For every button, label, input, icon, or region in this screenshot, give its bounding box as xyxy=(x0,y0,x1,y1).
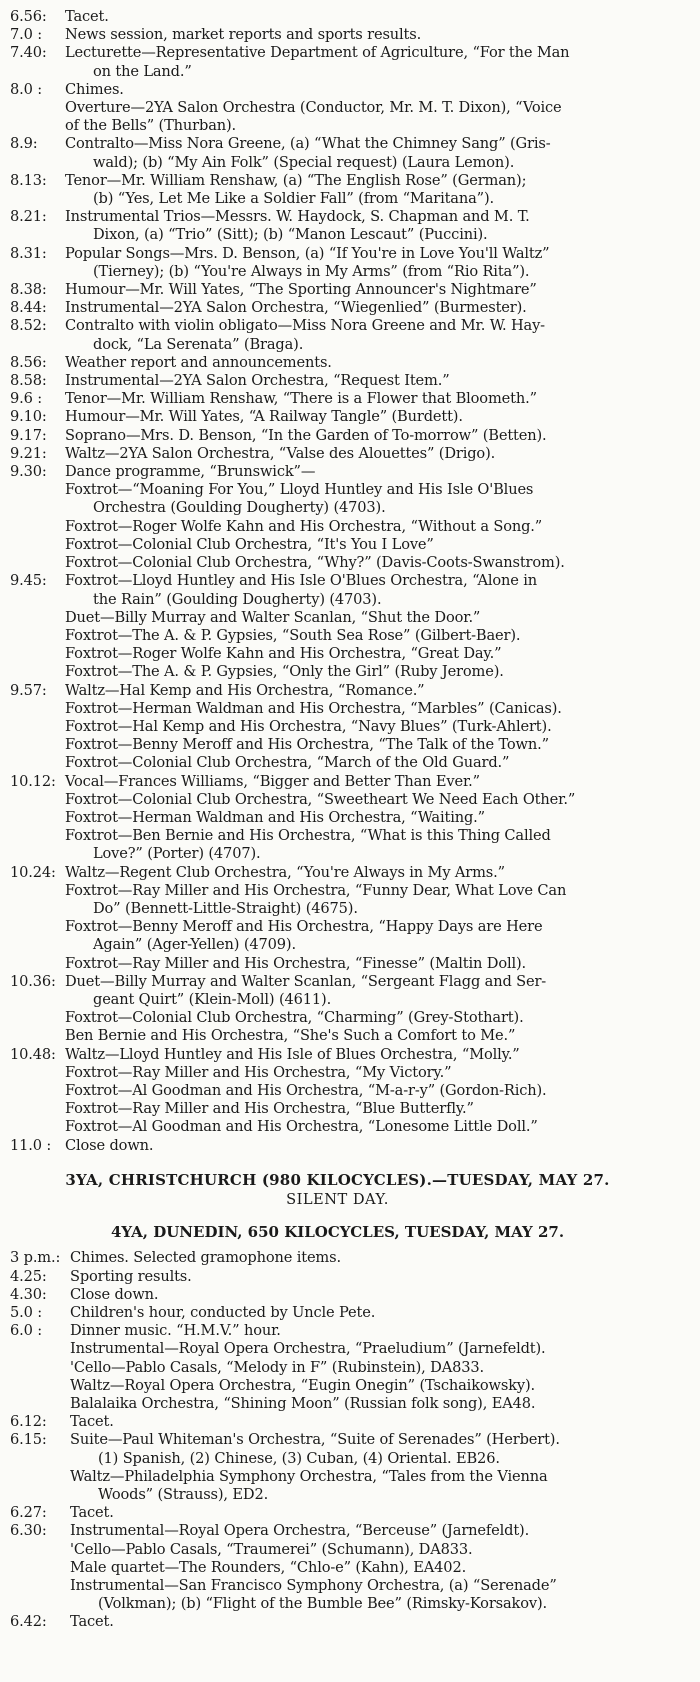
entry-time: 9.57: xyxy=(10,681,47,699)
programme-entry xyxy=(10,1137,665,1155)
entry-time: 8.31: xyxy=(10,244,47,262)
entry-sub-line: Foxtrot—Herman Waldman and His Orchestra, “Waiting.” xyxy=(65,808,485,826)
dunedin-heading: 4YA, DUNEDIN, 650 KILOCYCLES, TUESDAY, MAY 27. xyxy=(110,1223,565,1242)
entry-sub-line: Foxtrot—Colonial Club Orchestra, “Why?” (Davis-Coots-Swanstrom). xyxy=(65,554,565,572)
entry-line: Waltz—Hal Kemp and His Orchestra, “Romance.” xyxy=(65,681,425,699)
programme-entry xyxy=(10,1268,665,1286)
entry-sub-line: Foxtrot—Hal Kemp and His Orchestra, “Navy Blues” (Turk-Ahlert). xyxy=(65,717,552,735)
entry-sub-line: Overture—2YA Salon Orchestra (Conductor, Mr. M. T. Dixon), “Voice xyxy=(65,99,562,117)
entry-line: on the Land.” xyxy=(93,62,192,80)
entry-line: (1) Spanish, (2) Chinese, (3) Cuban, (4) Oriental. EB26. xyxy=(98,1449,500,1467)
programme-entry xyxy=(10,427,665,445)
entry-sub-line: Duet—Billy Murray and Walter Scanlan, “Shut the Door.” xyxy=(65,608,481,626)
entry-time: 8.13: xyxy=(10,171,47,189)
entry-time: 6.30: xyxy=(10,1522,47,1540)
entry-sub-line: 'Cello—Pablo Casals, “Melody in F” (Rubinstein), DA833. xyxy=(70,1358,484,1376)
entry-sub-line: Again” (Ager-Yellen) (4709). xyxy=(93,936,296,954)
entry-time: 5.0 : xyxy=(10,1304,43,1322)
entry-line: Dance programme, “Brunswick”— xyxy=(65,463,316,481)
entry-line: Soprano—Mrs. D. Benson, “In the Garden of To-morrow” (Betten). xyxy=(65,426,547,444)
entry-line: Waltz—2YA Salon Orchestra, “Valse des Alouettes” (Drigo). xyxy=(65,444,496,462)
entry-time: 9.30: xyxy=(10,463,47,481)
programme-entry xyxy=(10,372,665,390)
entry-line: Chimes. xyxy=(65,80,124,98)
entry-time: 10.24: xyxy=(10,863,56,881)
entry-line: wald); (b) “My Ain Folk” (Special request) (Laura Lemon). xyxy=(93,153,515,171)
programme-entry xyxy=(10,44,665,80)
entry-line: Children's hour, conducted by Uncle Pete. xyxy=(70,1304,376,1322)
entry-line: Dixon, (a) “Trio” (Sitt); (b) “Manon Lescaut” (Puccini). xyxy=(93,226,488,244)
programme-entry xyxy=(10,1613,665,1631)
programme-entry xyxy=(10,208,665,244)
entry-line: Popular Songs—Mrs. D. Benson, (a) “If You're in Love You'll Waltz” xyxy=(65,244,550,262)
programme-entry xyxy=(10,135,665,171)
entry-sub-line: (Volkman); (b) “Flight of the Bumble Bee” (Rimsky-Korsakov). xyxy=(98,1595,547,1613)
entry-line: (Tierney); (b) “You're Always in My Arms” (from “Rio Rita”). xyxy=(93,262,530,280)
wellington-programme-list xyxy=(10,8,665,1155)
entry-time: 8.38: xyxy=(10,281,47,299)
entry-line: Instrumental—2YA Salon Orchestra, “Wiegenlied” (Burmester). xyxy=(65,299,527,317)
entry-time: 8.21: xyxy=(10,208,47,226)
entry-line: Dinner music. “H.M.V.” hour. xyxy=(70,1322,281,1340)
entry-sub-line: Woods” (Strauss), ED2. xyxy=(98,1486,269,1504)
entry-time: 8.52: xyxy=(10,317,47,335)
programme-entry xyxy=(10,572,665,681)
entry-time: 8.0 : xyxy=(10,80,43,98)
entry-sub-line: Foxtrot—Herman Waldman and His Orchestra, “Marbles” (Canicas). xyxy=(65,699,562,717)
entry-sub-line: Foxtrot—Colonial Club Orchestra, “Charming” (Grey-Stothart). xyxy=(65,1009,524,1027)
entry-sub-line: Instrumental—San Francisco Symphony Orchestra, (a) “Serenade” xyxy=(70,1577,557,1595)
programme-entry xyxy=(10,1413,665,1431)
entry-line: Tacet. xyxy=(70,1504,114,1522)
entry-sub-line: Foxtrot—Benny Meroff and His Orchestra, “The Talk of the Town.” xyxy=(65,736,549,754)
entry-sub-line: Foxtrot—“Moaning For You,” Lloyd Huntley and His Isle O'Blues xyxy=(65,481,534,499)
entry-sub-line: Foxtrot—Al Goodman and His Orchestra, “M-a-r-y” (Gordon-Rich). xyxy=(65,1081,547,1099)
entry-line: Instrumental—2YA Salon Orchestra, “Request Item.” xyxy=(65,372,450,390)
entry-sub-line: Foxtrot—Al Goodman and His Orchestra, “Lonesome Little Doll.” xyxy=(65,1118,538,1136)
entry-sub-line: Foxtrot—The A. & P. Gypsies, “South Sea Rose” (Gilbert-Baer). xyxy=(65,626,521,644)
entry-line: Suite—Paul Whiteman's Orchestra, “Suite of Serenades” (Herbert). xyxy=(70,1431,560,1449)
entry-time: 6.27: xyxy=(10,1504,47,1522)
programme-entry xyxy=(10,1322,665,1413)
programme-entry xyxy=(10,864,665,973)
entry-line: Tenor—Mr. William Renshaw, “There is a Flower that Bloometh.” xyxy=(65,390,537,408)
entry-sub-line: Foxtrot—The A. & P. Gypsies, “Only the Girl” (Ruby Jerome). xyxy=(65,663,504,681)
entry-sub-line: Orchestra (Goulding Dougherty) (4703). xyxy=(93,499,386,517)
entry-sub-line: Love?” (Porter) (4707). xyxy=(93,845,261,863)
entry-sub-line: Waltz—Royal Opera Orchestra, “Eugin Onegin” (Tschaikowsky). xyxy=(70,1376,536,1394)
entry-time: 9.45: xyxy=(10,572,47,590)
christchurch-heading: 3YA, CHRISTCHURCH (980 KILOCYCLES).—TUESDAY, MAY 27. xyxy=(65,1170,610,1189)
entry-sub-line: Foxtrot—Colonial Club Orchestra, “It's You I Love” xyxy=(65,535,434,553)
entry-line: (b) “Yes, Let Me Like a Soldier Fall” (from “Maritana”). xyxy=(93,190,494,208)
entry-sub-line: Waltz—Philadelphia Symphony Orchestra, “Tales from the Vienna xyxy=(70,1467,548,1485)
programme-entry xyxy=(10,281,665,299)
entry-line: Tacet. xyxy=(70,1413,114,1431)
entry-sub-line: Instrumental—Royal Opera Orchestra, “Praeludium” (Jarnefeldt). xyxy=(70,1340,546,1358)
entry-line: Instrumental Trios—Messrs. W. Haydock, S. Chapman and M. T. xyxy=(65,208,530,226)
entry-line: Vocal—Frances Williams, “Bigger and Better Than Ever.” xyxy=(65,772,480,790)
programme-entry xyxy=(10,463,665,572)
entry-sub-line: 'Cello—Pablo Casals, “Traumerei” (Schumann), DA833. xyxy=(70,1540,473,1558)
programme-entry xyxy=(10,973,665,1046)
entry-time: 6.42: xyxy=(10,1613,47,1631)
entry-sub-line: of the Bells” (Thurban). xyxy=(65,117,237,135)
entry-line: Instrumental—Royal Opera Orchestra, “Berceuse” (Jarnefeldt). xyxy=(70,1522,530,1540)
entry-line: Close down. xyxy=(65,1136,154,1154)
entry-line: the Rain” (Goulding Dougherty) (4703). xyxy=(93,590,382,608)
entry-time: 4.30: xyxy=(10,1285,47,1303)
entry-sub-line: Do” (Bennett-Little-Straight) (4675). xyxy=(93,899,358,917)
dunedin-programme-list xyxy=(10,1249,665,1631)
programme-entry xyxy=(10,773,665,864)
programme-entry xyxy=(10,682,665,773)
entry-time: 6.0 : xyxy=(10,1322,43,1340)
programme-entry xyxy=(10,1304,665,1322)
entry-sub-line: Foxtrot—Ray Miller and His Orchestra, “Finesse” (Maltin Doll). xyxy=(65,954,527,972)
entry-time: 3 p.m.: xyxy=(10,1249,61,1267)
programme-entry xyxy=(10,172,665,208)
entry-time: 6.15: xyxy=(10,1431,47,1449)
entry-line: Tacet. xyxy=(70,1613,114,1631)
entry-line: Sporting results. xyxy=(70,1267,192,1285)
entry-line: Duet—Billy Murray and Walter Scanlan, “Sergeant Flagg and Ser- xyxy=(65,972,547,990)
programme-entry xyxy=(10,1286,665,1304)
entry-time: 10.36: xyxy=(10,972,56,990)
programme-entry xyxy=(10,8,665,26)
entry-time: 9.21: xyxy=(10,444,47,462)
programme-entry xyxy=(10,408,665,426)
programme-entry xyxy=(10,81,665,136)
entry-sub-line: Foxtrot—Colonial Club Orchestra, “Sweetheart We Need Each Other.” xyxy=(65,790,576,808)
entry-time: 8.58: xyxy=(10,372,47,390)
entry-line: Contralto with violin obligato—Miss Nora Greene and Mr. W. Hay- xyxy=(65,317,545,335)
entry-sub-line: Foxtrot—Ben Bernie and His Orchestra, “What is this Thing Called xyxy=(65,827,551,845)
programme-entry xyxy=(10,1046,665,1137)
programme-entry xyxy=(10,354,665,372)
entry-line: dock, “La Serenata” (Braga). xyxy=(93,335,304,353)
entry-sub-line: Ben Bernie and His Orchestra, “She's Such a Comfort to Me.” xyxy=(65,1027,516,1045)
christchurch-subheading: SILENT DAY. xyxy=(286,1191,389,1208)
entry-time: 8.9: xyxy=(10,135,38,153)
entry-time: 6.12: xyxy=(10,1413,47,1431)
entry-sub-line: Balalaika Orchestra, “Shining Moon” (Russian folk song), EA48. xyxy=(70,1395,536,1413)
entry-time: 10.12: xyxy=(10,772,56,790)
entry-time: 8.56: xyxy=(10,353,47,371)
entry-sub-line: Foxtrot—Colonial Club Orchestra, “March of the Old Guard.” xyxy=(65,754,510,772)
entry-line: Close down. xyxy=(70,1285,159,1303)
entry-line: Chimes. Selected gramophone items. xyxy=(70,1249,341,1267)
entry-time: 9.6 : xyxy=(10,390,43,408)
entry-time: 9.17: xyxy=(10,426,47,444)
entry-line: Humour—Mr. Will Yates, “A Railway Tangle” (Burdett). xyxy=(65,408,463,426)
entry-line: Foxtrot—Lloyd Huntley and His Isle O'Blues Orchestra, “Alone in xyxy=(65,572,538,590)
programme-entry xyxy=(10,445,665,463)
programme-entry xyxy=(10,1504,665,1522)
radio-programme-page xyxy=(10,8,665,1632)
entry-time: 7.0 : xyxy=(10,26,43,44)
entry-sub-line: Foxtrot—Benny Meroff and His Orchestra, “Happy Days are Here xyxy=(65,918,543,936)
programme-entry xyxy=(10,26,665,44)
entry-line: geant Quirt” (Klein-Moll) (4611). xyxy=(93,990,332,1008)
entry-sub-line: Foxtrot—Ray Miller and His Orchestra, “Funny Dear, What Love Can xyxy=(65,881,567,899)
programme-entry xyxy=(10,317,665,353)
entry-line: Waltz—Lloyd Huntley and His Isle of Blues Orchestra, “Molly.” xyxy=(65,1045,520,1063)
programme-entry xyxy=(10,1249,665,1267)
entry-time: 8.44: xyxy=(10,299,47,317)
entry-time: 10.48: xyxy=(10,1045,56,1063)
entry-line: Tenor—Mr. William Renshaw, (a) “The English Rose” (German); xyxy=(65,171,527,189)
entry-line: Weather report and announcements. xyxy=(65,353,332,371)
entry-line: Humour—Mr. Will Yates, “The Sporting Announcer's Nightmare” xyxy=(65,281,537,299)
entry-line: News session, market reports and sports results. xyxy=(65,26,422,44)
programme-entry xyxy=(10,299,665,317)
entry-line: Lecturette—Representative Department of Agriculture, “For the Man xyxy=(65,44,570,62)
entry-line: Waltz—Regent Club Orchestra, “You're Always in My Arms.” xyxy=(65,863,505,881)
entry-time: 11.0 : xyxy=(10,1136,52,1154)
entry-time: 4.25: xyxy=(10,1267,47,1285)
entry-sub-line: Foxtrot—Ray Miller and His Orchestra, “My Victory.” xyxy=(65,1063,452,1081)
programme-entry xyxy=(10,1431,665,1504)
entry-sub-line: Male quartet—The Rounders, “Chlo-e” (Kahn), EA402. xyxy=(70,1558,467,1576)
entry-time: 9.10: xyxy=(10,408,47,426)
programme-entry xyxy=(10,245,665,281)
entry-time: 7.40: xyxy=(10,44,47,62)
entry-sub-line: Foxtrot—Roger Wolfe Kahn and His Orchestra, “Without a Song.” xyxy=(65,517,543,535)
entry-sub-line: Foxtrot—Ray Miller and His Orchestra, “Blue Butterfly.” xyxy=(65,1100,474,1118)
programme-entry xyxy=(10,390,665,408)
entry-sub-line: Foxtrot—Roger Wolfe Kahn and His Orchestra, “Great Day.” xyxy=(65,645,502,663)
entry-time: 6.56: xyxy=(10,8,47,25)
programme-entry xyxy=(10,1522,665,1613)
entry-line: Tacet. xyxy=(65,8,109,25)
entry-line: Contralto—Miss Nora Greene, (a) “What the Chimney Sang” (Gris- xyxy=(65,135,551,153)
